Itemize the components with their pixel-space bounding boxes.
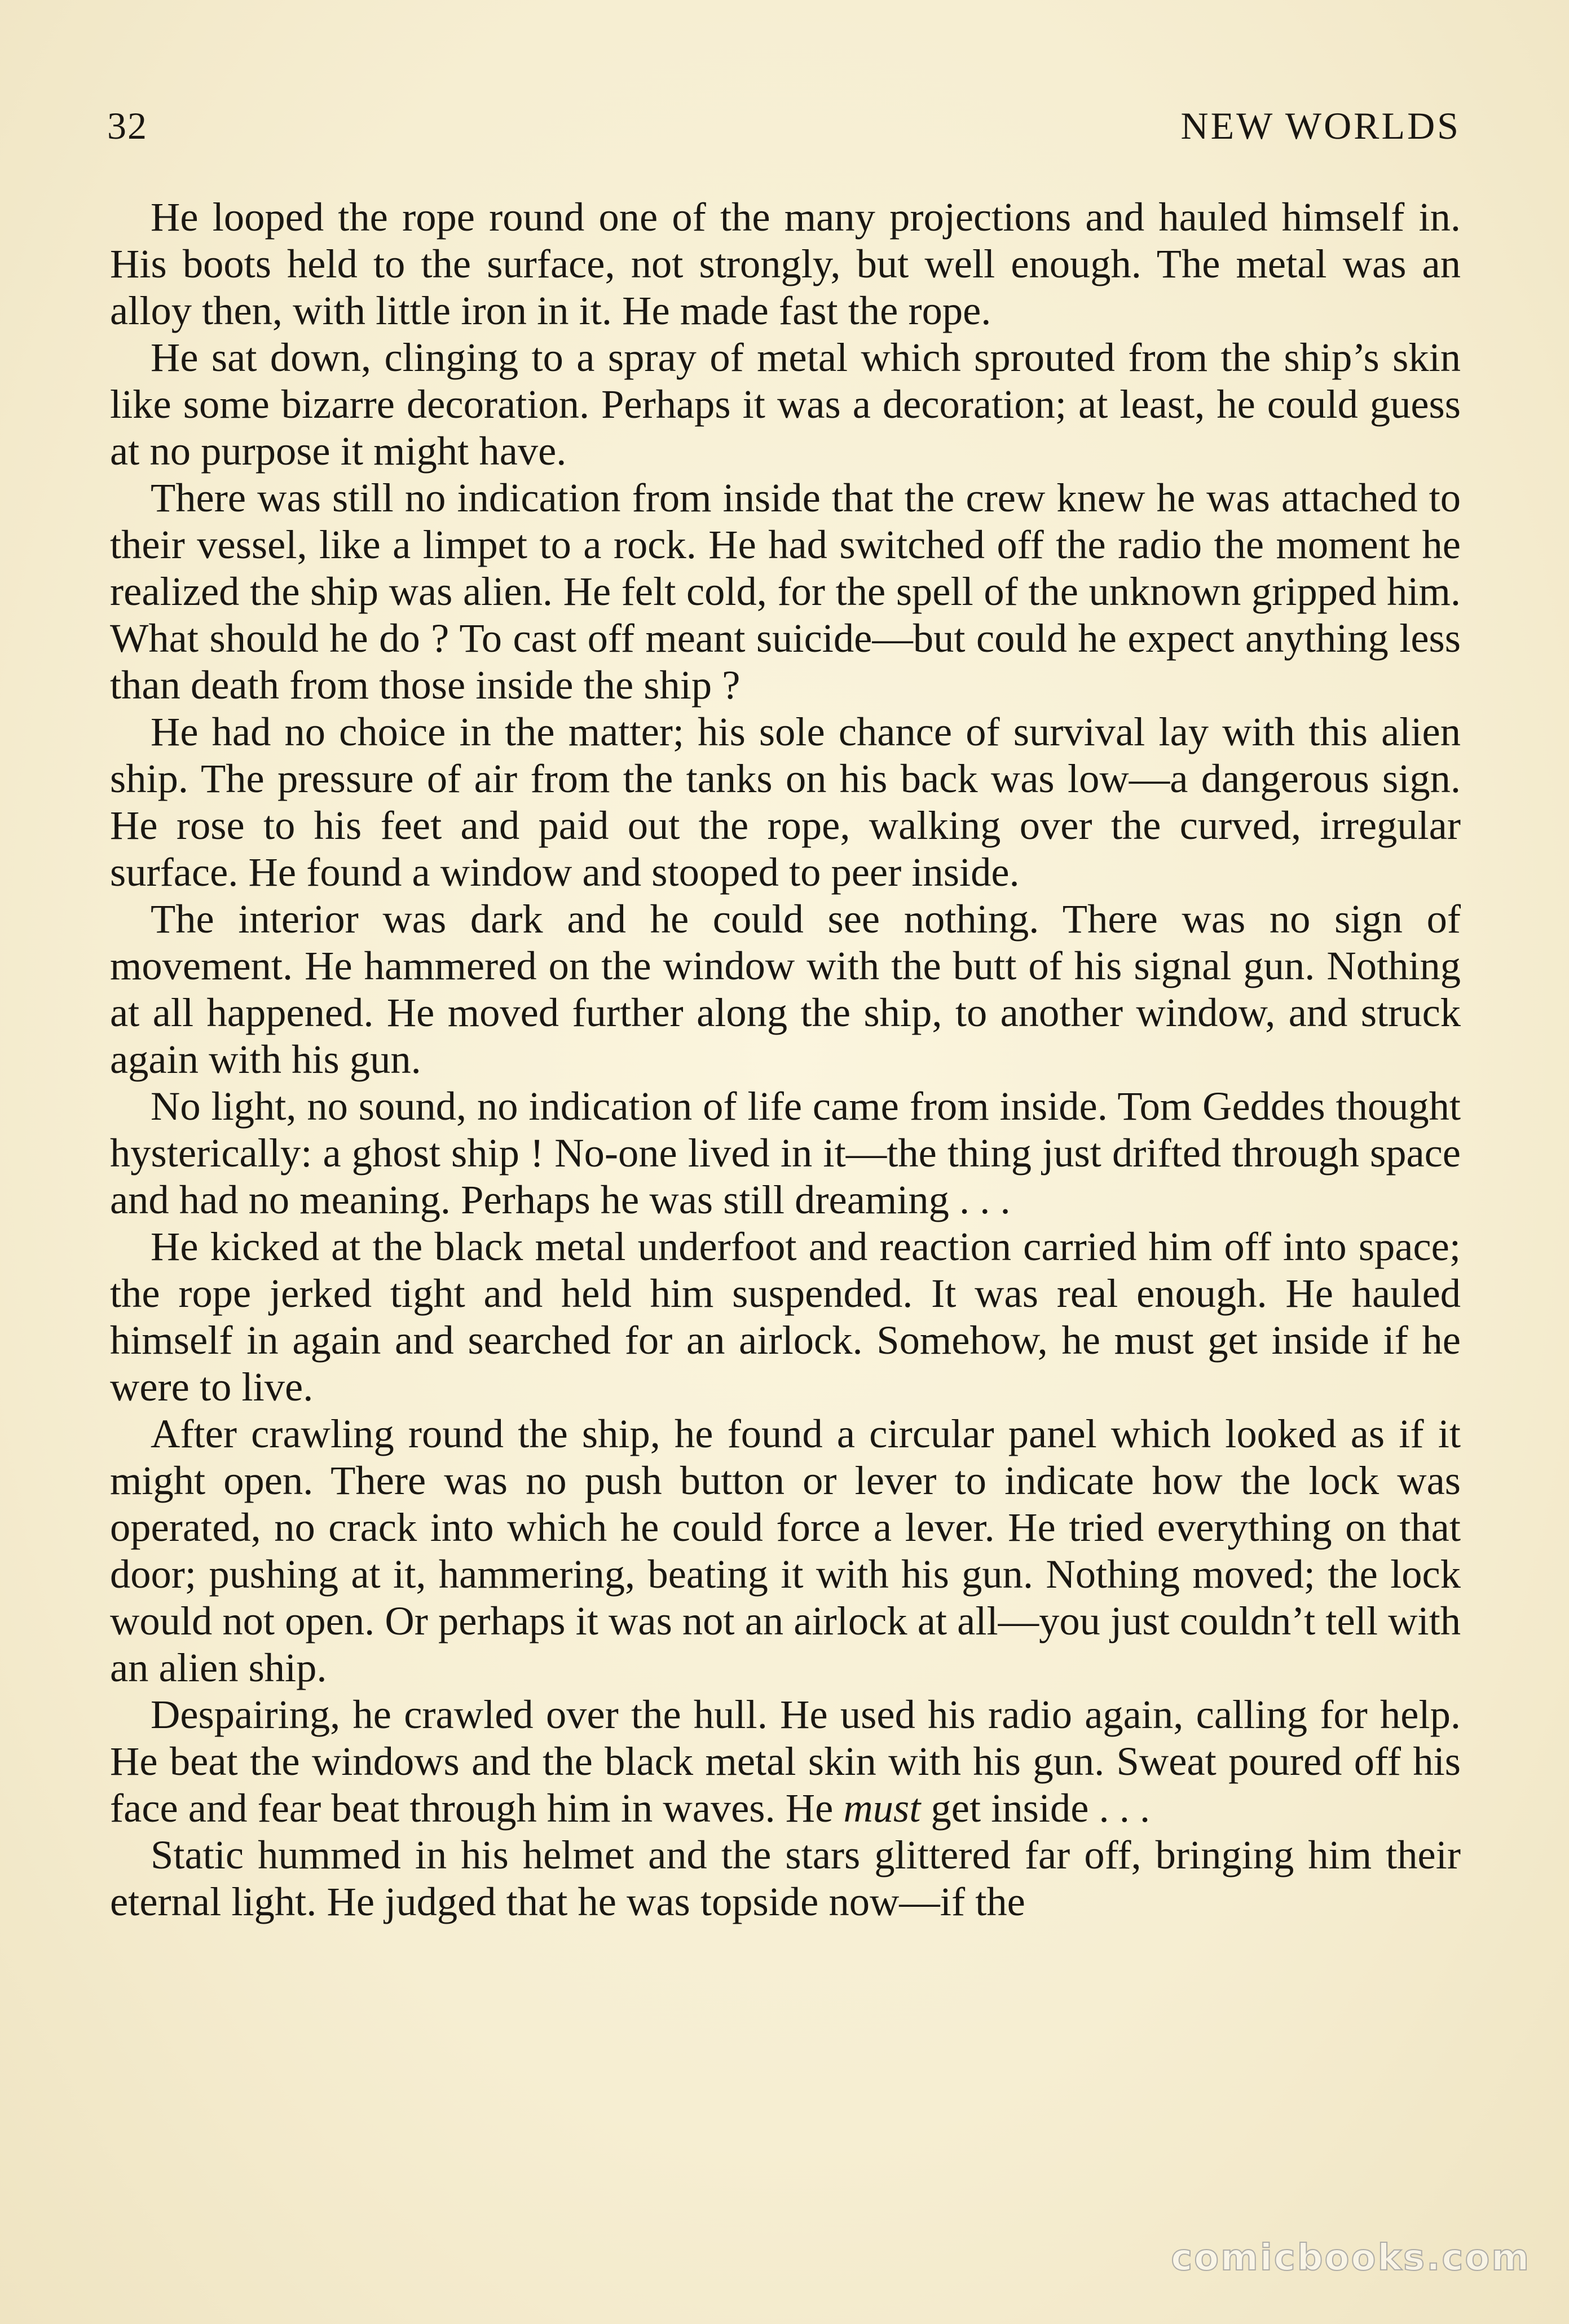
paragraph: There was still no indication from inside that the crew knew he was attached to their vessel, like a limpet to a rock. He had switched off the radio the moment he realized the ship was alien. He felt cold, for the spell of the unknown gripped him. What should he do ? To cast off meant suicide—but could he expect anything less than death from those inside the ship ? xyxy=(110,475,1461,708)
paragraph: He kicked at the black metal underfoot and reaction carried him off into space; the rope jerked tight and held him suspended. It was real enough. He hauled himself in again and searched for an airlock. Somehow, he must get inside if he were to live. xyxy=(110,1223,1461,1410)
paragraph: Static hummed in his helmet and the stars glittered far off, bringing him their eternal light. He judged that he was topside now—if the xyxy=(110,1832,1461,1924)
paragraph-text: get inside . . . xyxy=(920,1785,1151,1831)
paragraph: No light, no sound, no indication of life came from inside. Tom Geddes thought hysterically: a ghost ship ! No-one lived in it—the thing just drifted through space and had no meaning. Perhaps he was still dreaming . . . xyxy=(110,1083,1461,1222)
paragraph: He looped the rope round one of the many projections and hauled himself in. His boots held to the surface, not strongly, but well enough. The metal was an alloy then, with little iron in it. He made fast the rope. xyxy=(110,194,1461,333)
paragraph: After crawling round the ship, he found a circular panel which looked as if it might open. There was no push button or lever to indicate how the lock was operated, no crack into which he could force a lever. He tried everything on that door; pushing at it, hammering, beating it with his gun. Nothing moved; the lock would not open. Or perhaps it was not an airlock at all—you just couldn’t tell with an alien ship. xyxy=(110,1411,1461,1690)
paragraph-with-emphasis xyxy=(110,1691,1461,1831)
paragraph: The interior was dark and he could see nothing. There was no sign of movement. He hammered on the window with the butt of his signal gun. Nothing at all happened. He moved further along the ship, to another window, and struck again with his gun. xyxy=(110,896,1461,1082)
running-head: NEW WORLDS xyxy=(1180,104,1461,147)
paragraph: He had no choice in the matter; his sole chance of survival lay with this alien ship. The pressure of air from the tanks on his back was low—a dangerous sign. He rose to his feet and paid out the rope, walking over the curved, irregular surface. He found a window and stooped to peer inside. xyxy=(110,709,1461,895)
watermark: comicbooks.com xyxy=(1171,2237,1531,2279)
emphasized-word: must xyxy=(843,1785,921,1831)
paragraph-text: Despairing, he crawled over the hull. He used his radio again, calling for help. He beat the windows and the black metal skin with his gun. Sweat poured off his face and fear beat through him in waves. He xyxy=(110,1691,1461,1831)
page-number: 32 xyxy=(107,104,148,147)
page-header xyxy=(107,95,1461,157)
paragraph: He sat down, clinging to a spray of metal which sprouted from the ship’s skin like some bizarre decoration. Perhaps it was a decoration; at least, he could guess at no purpose it might have. xyxy=(110,334,1461,474)
body-text xyxy=(110,193,1461,1925)
